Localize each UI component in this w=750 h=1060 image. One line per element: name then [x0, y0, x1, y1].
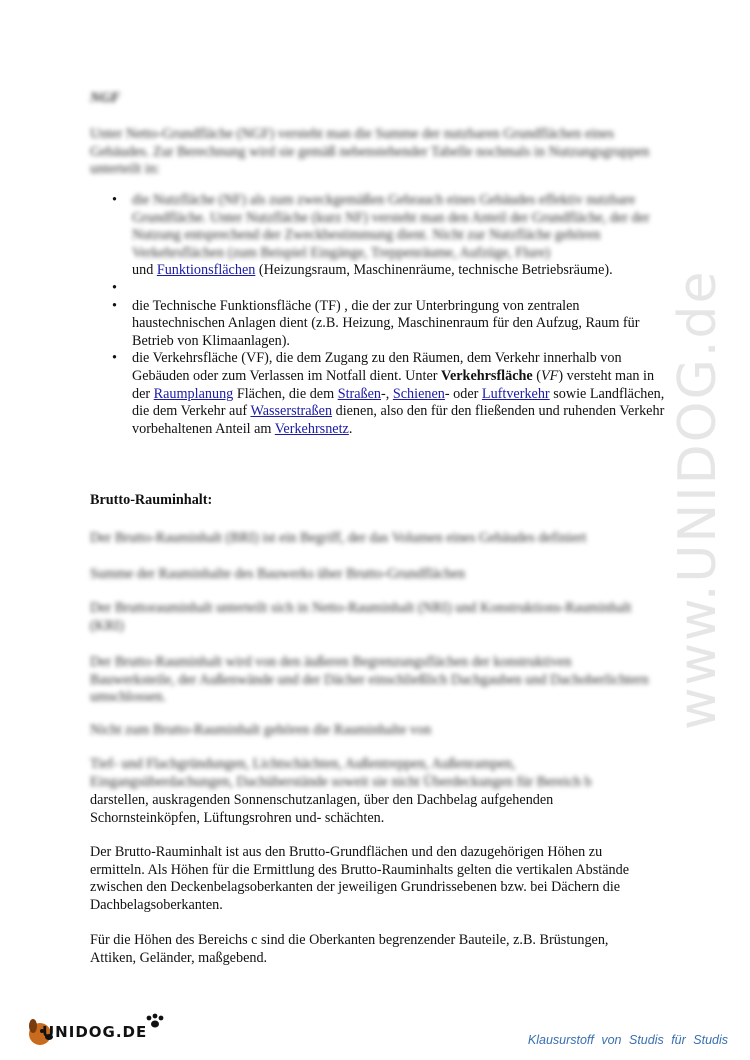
watermark: www.UNIDOG.de — [668, 269, 728, 730]
text: ( — [532, 367, 541, 384]
ngf-bullet-list — [90, 192, 670, 438]
bullet-verkehrsflaeche — [90, 350, 670, 438]
link-verkehrsnetz[interactable]: Verkehrsnetz — [274, 420, 349, 437]
brutto-p4: Der Brutto-Rauminhalt wird von den äußeren Begrenzungsflächen der konstruktiven Bauwerksteile, der Außenwände und der Dächer einschließlich Dachgauben und Dachoberlichtern umschlossen. — [90, 654, 649, 706]
italic-vf: VF — [540, 367, 559, 384]
text: dienen, also den für den fließenden und ruhenden Verkehr vorbehaltenen Anteil am — [132, 403, 665, 437]
bullet-nutzflaeche-and: und — [132, 262, 154, 279]
section-title-ngf: NGF — [90, 90, 120, 106]
unidog-logo-text: UNIDOG.DE — [42, 1023, 148, 1041]
brutto-p6: darstellen, auskragenden Sonnenschutzanlagen, über den Dachbelag aufgehenden Schornsteinköpfen, Lüftungsrohren und- schächten. — [90, 792, 554, 826]
link-wasserstrassen[interactable]: Wasserstraßen — [250, 403, 333, 420]
bullet-nutzflaeche — [90, 192, 670, 280]
section-title-brutto-rauminhalt: Brutto-Rauminhalt: — [90, 492, 213, 508]
bullet-nutzflaeche-rest: (Heizungsraum, Maschinenräume, technische Betriebsräume). — [255, 262, 613, 279]
link-strassen[interactable]: Straßen — [337, 385, 382, 402]
bullet-technische-funktionsflaeche: • die Technische Funktionsfläche (TF) , die der zur Unterbringung von zentralen haustechnischen Anlagen dient (z.B. Heizung, Maschinenraum für den Aufzug, Raum für Betrieb von Klimaanlagen). — [90, 298, 670, 351]
text: Flächen, die dem — [233, 385, 338, 402]
text: -, — [381, 385, 393, 402]
bullet-nutzflaeche-blurred: • die Nutzfläche (NF) als zum zweckgemäßen Gebrauch eines Gebäudes effektiv nutzbare Grundfläche. Unter Nutzfläche (kurz NF) versteht man den Anteil der Grundfläche, der der Nutzung entsprechend der Zweckbestimmung dient. Nicht zur Nutzfläche gehören Verkehrsflächen (zum Beispiel Eingänge, Treppenräume, Aufzüge, Flure) — [132, 192, 650, 261]
link-schienen[interactable]: Schienen — [392, 385, 445, 402]
text: . — [348, 420, 353, 437]
link-funktionsflaechen[interactable]: Funktionsflächen — [156, 262, 256, 279]
bold-verkehrsflaeche: Verkehrsfläche — [441, 367, 533, 384]
text: sowie Landflächen, die dem Verkehr auf — [132, 385, 665, 420]
bullet-empty — [90, 280, 670, 298]
text: ) versteht man in der — [132, 367, 655, 402]
brutto-p2: Summe der Rauminhalte des Bauwerks über Brutto-Grundflächen — [90, 566, 466, 582]
text: die Verkehrsfläche (VF), die dem Zugang zu den Räumen, dem Verkehr innerhalb von Gebäuden oder zum Verlassen im Notfall dient. Unter — [132, 350, 622, 384]
footer-slogan: Klausurstoff von Studis für Studis — [527, 1033, 728, 1047]
link-raumplanung[interactable]: Raumplanung — [153, 385, 234, 402]
brutto-p8: Für die Höhen des Bereichs c sind die Oberkanten begrenzender Bauteile, z.B. Brüstungen, Attiken, Geländer, maßgebend. — [90, 932, 609, 966]
brutto-p7: Der Brutto-Rauminhalt ist aus den Brutto-Grundflächen und den dazugehörigen Höhen zu ermitteln. Als Höhen für die Ermittlung des Brutto-Rauminhalts gelten die vertikalen Abstände zwischen den Deckenbelagsoberkanten der jeweiligen Grundrissebenen bzw. bei Dächern die Dachbelagsoberkanten. — [90, 844, 630, 913]
brutto-p1: Der Brutto-Rauminhalt (BRI) ist ein Begriff, der das Volumen eines Gebäudes definiert — [90, 530, 587, 546]
link-luftverkehr[interactable]: Luftverkehr — [481, 385, 550, 402]
brutto-p3: Der Bruttorauminhalt unterteilt sich in Netto-Rauminhalt (NRI) und Konstruktions-Rauminhalt (KRI) — [90, 600, 632, 634]
text: - oder — [444, 385, 482, 402]
brutto-p5: Nicht zum Brutto-Rauminhalt gehören die Rauminhalte von — [90, 722, 432, 738]
ngf-intro: Unter Netto-Grundfläche (NGF) versteht man die Summe der nutzbaren Grundflächen eines Gebäudes. Zur Berechnung wird sie gemäß nebenstehender Tabelle nochmals in Nutzungsgruppen unterteilt in: — [90, 126, 650, 178]
brutto-p6-blurred: Tief- und Flachgründungen, Lichtschächten, Außentreppen, Außenrampen, Eingangsüberdachungen, Dachüberstände soweit sie nicht Überdeckungen für Bereich b — [90, 756, 592, 790]
